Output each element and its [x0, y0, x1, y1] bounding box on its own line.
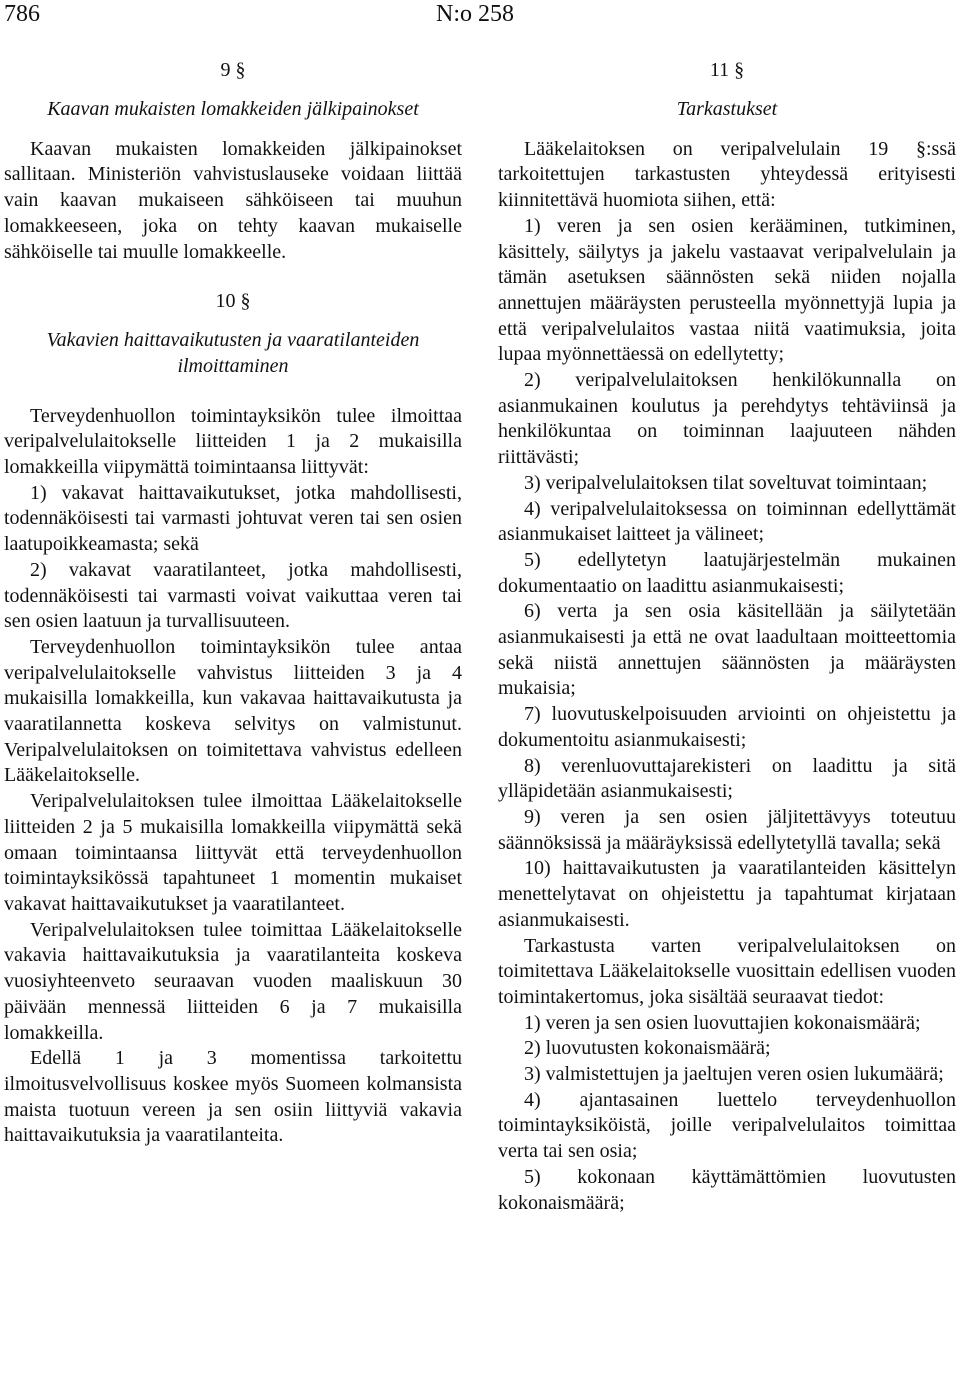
document-number: N:o 258: [436, 1, 514, 27]
section-10-list-item: 1) vakavat haittavaikutukset, jotka mahdollisesti, todennäköisesti tai varmasti johtuvat veren tai sen osien laatupoikkeamasta; sekä: [4, 481, 462, 556]
section-11-list-item: 4) veripalvelulaitoksessa on toiminnan edellyttämät asianmukaiset laitteet ja välineet;: [498, 497, 956, 546]
section-11-list-item: 2) luovutusten kokonaismäärä;: [524, 1037, 771, 1060]
section-11-list-item: 8) verenluovuttajarekisteri on laadittu ja sitä ylläpidetään asianmukaisesti;: [498, 754, 956, 803]
section-11-list-item: 5) edellytetyn laatujärjestelmän mukainen dokumentaatio on laadittu asianmukaisesti;: [498, 548, 956, 597]
section-9-number: 9 §: [220, 59, 246, 81]
section-11-list-item: 3) veripalvelulaitoksen tilat soveltuvat toimintaan;: [524, 471, 928, 494]
section-9-title: Kaavan mukaisten lomakkeiden jälkipainokset: [47, 98, 419, 120]
right-column: [498, 58, 956, 1216]
section-10-paragraph: Edellä 1 ja 3 momentissa tarkoitettu ilmoitusvelvollisuus koskee myös Suomeen kolmansista maista tuotuun vereen ja sen osiin liittyviä vakavia haittavaikutuksia ja vaaratilanteita.: [4, 1047, 462, 1147]
section-11-list-item: 1) veren ja sen osien luovuttajien kokonaismäärä;: [524, 1011, 921, 1034]
section-10-title: Vakavien haittavaikutusten ja vaaratilanteiden ilmoittaminen: [46, 329, 420, 377]
section-10-paragraph: Veripalvelulaitoksen tulee toimittaa Lääkelaitokselle vakavia haittavaikutuksia ja vaaratilanteita koskeva vuosiyhteenveto seuraavan vuoden maaliskuun 30 päivään mennessä liitteiden 6 ja 7 mukaisilla lomakkeilla.: [4, 918, 462, 1044]
section-10-list-item: 2) vakavat vaaratilanteet, jotka mahdollisesti, todennäköisesti tai varmasti voivat vaikuttaa veren tai sen osien laatuun ja turvallisuuteen.: [4, 558, 462, 633]
section-11-paragraph: Tarkastusta varten veripalvelulaitoksen on toimitettava Lääkelaitokselle vuosittain edellisen vuoden toimintakertomus, joka sisältää seuraavat tiedot:: [498, 934, 956, 1008]
section-11-list-item: 7) luovutuskelpoisuuden arviointi on ohjeistettu ja dokumentoitu asianmukaisesti;: [498, 703, 956, 751]
section-10-number: 10 §: [215, 290, 251, 313]
section-11-list-item: 2) veripalvelulaitoksen henkilökunnalla on asianmukainen koulutus ja perehdytys tehtäviinsä ja henkilökuntaa on toiminnan laajuuteen nähden riittävästi;: [498, 369, 956, 469]
section-11-list-item: 9) veren ja sen osien jäljitettävyys toteutuu säännöksissä ja määräyksissä edellytetyllä tavalla; sekä: [498, 805, 956, 854]
section-10-paragraph: Terveydenhuollon toimintayksikön tulee antaa veripalvelulaitokselle vahvistus liitteiden 3 ja 4 mukaisilla lomakkeilla, kun vakavaa haittavaikutusta ja vaaratilannetta koskeva selvitys on valmistunut. Veripalvelulaitoksen on toimitettava vahvistus edelleen Lääkelaitokselle.: [4, 635, 462, 787]
section-11-list-item: 3) valmistettujen ja jaeltujen veren osien lukumäärä;: [524, 1063, 944, 1086]
section-11-list-item: 6) verta ja sen osia käsitellään ja säilytetään asianmukaisesti ja että ne ovat laadultaan moitteettomia sekä niistä annettujen säännösten ja määräysten mukaisia;: [498, 600, 956, 700]
section-11-number: 11 §: [709, 59, 745, 81]
section-9-paragraph: Kaavan mukaisten lomakkeiden jälkipainokset sallitaan. Ministeriön vahvistuslauseke voidaan liittää vain kaavan mukaiseen sähköiseen tai muuhun lomakkeeseen, joka on tehty kaavan mukaiselle sähköiselle tai muulle lomakkeelle.: [4, 137, 462, 263]
section-11-list-item: 5) kokonaan käyttämättömien luovutusten kokonaismäärä;: [498, 1165, 956, 1214]
section-11-list-item: 4) ajantasainen luettelo terveydenhuollon toimintayksiköistä, joille veripalvelulaitos toimittaa verta tai sen osia;: [498, 1088, 956, 1163]
section-10-paragraph: Veripalvelulaitoksen tulee ilmoittaa Lääkelaitokselle liitteiden 2 ja 5 mukaisilla lomakkeilla viipymättä sekä omaan toimintaansa liittyvät että terveydenhuollon toimintayksikössä tapahtuneet 1 momentin mukaiset vakavat haittavaikutukset ja vaaratilanteet.: [4, 790, 462, 915]
section-11-paragraph: Lääkelaitoksen on veripalvelulain 19 §:ssä tarkoitettujen tarkastusten yhteydessä erityisesti kiinnitettävä huomiota siihen, että:: [498, 137, 956, 212]
section-11-list-item: 10) haittavaikutusten ja vaaratilanteiden käsittelyn menettelytavat on ohjeistettu ja tapahtumat kirjataan asianmukaisesti.: [498, 857, 956, 931]
section-10-paragraph: Terveydenhuollon toimintayksikön tulee ilmoittaa veripalvelulaitokselle liitteiden 1 ja 2 mukaisilla lomakkeilla viipymättä toimintaansa liittyvät:: [4, 404, 462, 479]
section-11-title: Tarkastukset: [676, 98, 778, 120]
section-11-list-item: 1) veren ja sen osien kerääminen, tutkiminen, käsittely, säilytys ja jakelu vastaavat veripalvelulain ja tämän asetuksen säännösten sekä niiden nojalla annettujen määräysten perusteella myönnettyjä lupia ja että veripalvelulaitos vastaa niitä vaatimuksia, joita lupaa myönnettäessä on edellytetty;: [498, 214, 956, 366]
page-header: [0, 0, 960, 32]
page-number: 786: [4, 1, 40, 27]
left-column: [4, 58, 462, 1149]
